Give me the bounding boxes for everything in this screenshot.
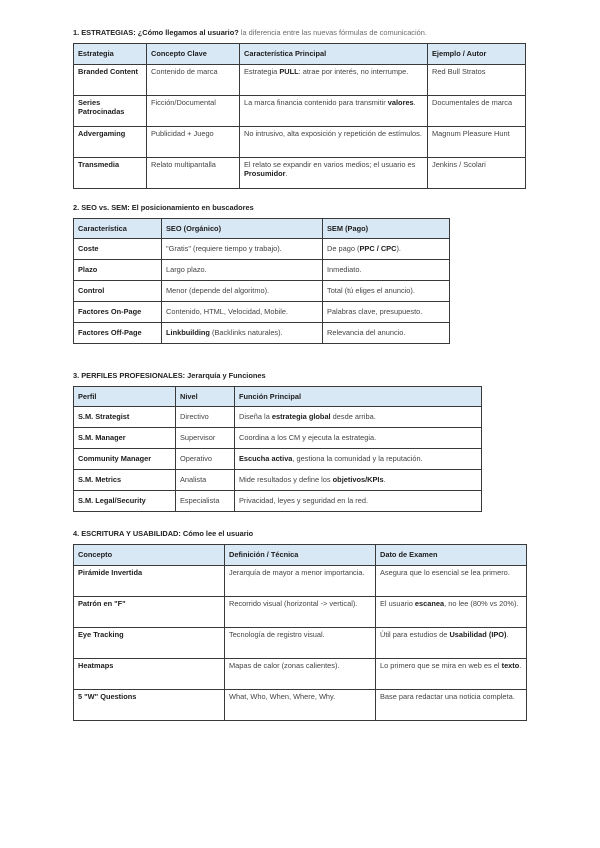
estrategias-table	[73, 43, 526, 189]
table-row	[74, 127, 526, 158]
table-row	[74, 407, 482, 428]
cell: "Gratis" (requiere tiempo y trabajo).	[162, 239, 323, 260]
column-header: Estrategia	[74, 44, 147, 65]
cell: Diseña la estrategia global desde arriba.	[235, 407, 482, 428]
table-row	[74, 491, 482, 512]
cell: Advergaming	[74, 127, 147, 158]
section-heading: 2. SEO vs. SEM: El posicionamiento en buscadores	[73, 203, 254, 212]
column-header: Perfil	[74, 387, 176, 407]
cell: Recorrido visual (horizontal -> vertical).	[225, 597, 376, 628]
cell: Red Bull Stratos	[428, 65, 526, 96]
table-row	[74, 449, 482, 470]
cell: Pirámide Invertida	[74, 566, 225, 597]
cell: Base para redactar una noticia completa.	[376, 690, 527, 721]
perfiles-table	[73, 386, 482, 512]
cell: Community Manager	[74, 449, 176, 470]
cell: Tecnología de registro visual.	[225, 628, 376, 659]
cell: Relato multipantalla	[147, 158, 240, 189]
seo-sem-table	[73, 218, 450, 344]
cell: La marca financia contenido para transmitir valores.	[240, 96, 428, 127]
cell: What, Who, When, Where, Why.	[225, 690, 376, 721]
cell: Privacidad, leyes y seguridad en la red.	[235, 491, 482, 512]
cell: Plazo	[74, 260, 162, 281]
column-header: Característica Principal	[240, 44, 428, 65]
cell: Mapas de calor (zonas calientes).	[225, 659, 376, 690]
section-estrategias	[73, 27, 526, 189]
cell: Contenido de marca	[147, 65, 240, 96]
cell: Jenkins / Scolari	[428, 158, 526, 189]
cell: Contenido, HTML, Velocidad, Mobile.	[162, 302, 323, 323]
cell: Operativo	[176, 449, 235, 470]
column-header: Nivel	[176, 387, 235, 407]
table-row	[74, 659, 527, 690]
cell: Documentales de marca	[428, 96, 526, 127]
section-heading: 3. PERFILES PROFESIONALES: Jerarquía y Funciones	[73, 371, 266, 380]
table-row	[74, 690, 527, 721]
table-row	[74, 628, 527, 659]
cell: Mide resultados y define los objetivos/KPIs.	[235, 470, 482, 491]
cell: S.M. Legal/Security	[74, 491, 176, 512]
cell: Branded Content	[74, 65, 147, 96]
column-header: Concepto Clave	[147, 44, 240, 65]
cell: S.M. Manager	[74, 428, 176, 449]
cell: Lo primero que se mira en web es el texto.	[376, 659, 527, 690]
section-seo-sem	[73, 202, 450, 344]
table-header-row	[74, 387, 482, 407]
table-row	[74, 260, 450, 281]
cell: Publicidad + Juego	[147, 127, 240, 158]
table-row	[74, 65, 526, 96]
cell: El usuario escanea, no lee (80% vs 20%).	[376, 597, 527, 628]
table-row	[74, 428, 482, 449]
table-header-row	[74, 545, 527, 566]
cell: Transmedia	[74, 158, 147, 189]
cell: Heatmaps	[74, 659, 225, 690]
table-header-row	[74, 44, 526, 65]
cell: Control	[74, 281, 162, 302]
cell: Inmediato.	[323, 260, 450, 281]
table-row	[74, 597, 527, 628]
column-header: Definición / Técnica	[225, 545, 376, 566]
table-row	[74, 470, 482, 491]
table-row	[74, 323, 450, 344]
cell: Largo plazo.	[162, 260, 323, 281]
cell: Total (tú eliges el anuncio).	[323, 281, 450, 302]
cell: 5 "W" Questions	[74, 690, 225, 721]
table-row	[74, 158, 526, 189]
cell: Útil para estudios de Usabilidad (IPO).	[376, 628, 527, 659]
column-header: SEM (Pago)	[323, 219, 450, 239]
section-heading: 1. ESTRATEGIAS: ¿Cómo llegamos al usuario? la diferencia entre las nuevas fórmulas de comunicación.	[73, 28, 427, 37]
column-header: SEO (Orgánico)	[162, 219, 323, 239]
cell: El relato se expandir en varios medios; el usuario es Prosumidor.	[240, 158, 428, 189]
column-header: Concepto	[74, 545, 225, 566]
cell: No intrusivo, alta exposición y repetición de estímulos.	[240, 127, 428, 158]
cell: Supervisor	[176, 428, 235, 449]
table-row	[74, 302, 450, 323]
cell: Analista	[176, 470, 235, 491]
cell: Estrategia PULL: atrae por interés, no interrumpe.	[240, 65, 428, 96]
cell: S.M. Strategist	[74, 407, 176, 428]
cell: Patrón en "F"	[74, 597, 225, 628]
cell: Jerarquía de mayor a menor importancia.	[225, 566, 376, 597]
cell: Menor (depende del algoritmo).	[162, 281, 323, 302]
table-header-row	[74, 219, 450, 239]
cell: Eye Tracking	[74, 628, 225, 659]
column-header: Dato de Examen	[376, 545, 527, 566]
column-header: Característica	[74, 219, 162, 239]
table-row	[74, 566, 527, 597]
cell: De pago (PPC / CPC).	[323, 239, 450, 260]
section-escritura	[73, 528, 527, 721]
cell: Relevancia del anuncio.	[323, 323, 450, 344]
cell: Asegura que lo esencial se lea primero.	[376, 566, 527, 597]
cell: Magnum Pleasure Hunt	[428, 127, 526, 158]
cell: S.M. Metrics	[74, 470, 176, 491]
table-row	[74, 96, 526, 127]
escritura-table	[73, 544, 527, 721]
column-header: Función Principal	[235, 387, 482, 407]
cell: Series Patrocinadas	[74, 96, 147, 127]
cell: Linkbuilding (Backlinks naturales).	[162, 323, 323, 344]
cell: Escucha activa, gestiona la comunidad y la reputación.	[235, 449, 482, 470]
table-row	[74, 239, 450, 260]
column-header: Ejemplo / Autor	[428, 44, 526, 65]
cell: Coordina a los CM y ejecuta la estrategia.	[235, 428, 482, 449]
section-perfiles	[73, 370, 482, 512]
cell: Especialista	[176, 491, 235, 512]
cell: Directivo	[176, 407, 235, 428]
section-heading: 4. ESCRITURA Y USABILIDAD: Cómo lee el usuario	[73, 529, 254, 538]
cell: Ficción/Documental	[147, 96, 240, 127]
cell: Coste	[74, 239, 162, 260]
cell: Factores Off-Page	[74, 323, 162, 344]
table-row	[74, 281, 450, 302]
cell: Palabras clave, presupuesto.	[323, 302, 450, 323]
cell: Factores On-Page	[74, 302, 162, 323]
